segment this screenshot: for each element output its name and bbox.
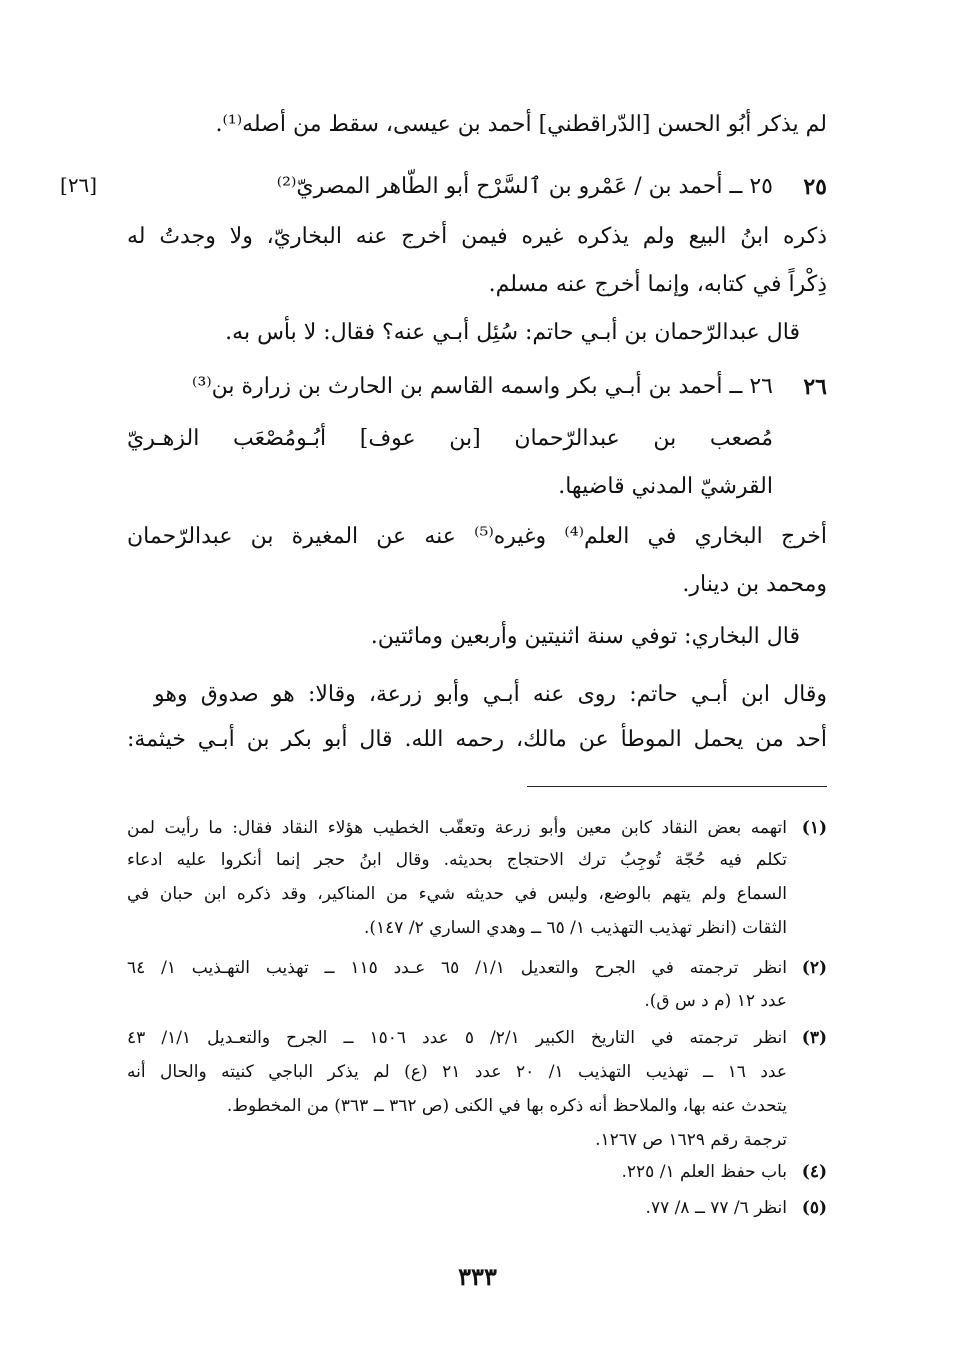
intro-line: لم يذكر أبُو الحسن [الدّراقطني] أحمد بن عيسى، سقط من أصله⁽¹⁾. <box>215 112 827 137</box>
entry-25-line: ذكره ابنُ البيع ولم يذكره غيره فيمن أخرج عنه البخاريّ، ولا وجدتُ له <box>127 224 827 249</box>
footnote-line: باب حفظ العلم ١/ ٢٢٥. <box>621 1162 787 1182</box>
footnote-line: عدد ١٢ (م د س ق). <box>644 991 787 1011</box>
entry-25-heading: ٢٥ ــ أحمد بن / عَمْرو بن ٱلسَّرْح أبو الطّاهر المصريّ⁽²⁾ <box>276 174 773 199</box>
margin-reference: [٢٦] <box>60 173 98 197</box>
entry-26-line: أحد من يحمل الموطأ عن مالك، رحمه الله. قال أبو بكر بن أبـي خيثمة: <box>127 727 827 752</box>
footnote-separator <box>527 786 827 787</box>
footnote-line: ترجمة رقم ١٦٢٩ ص ١٢٦٧. <box>595 1130 787 1150</box>
footnote-line: تكلم فيه حُجّة تُوجِبُ ترك الاحتجاج بحديثه. وقال ابنُ حجر إنما أنكروا عليه ادعاء <box>127 850 787 870</box>
entry-26-line: ومحمد بن دينار. <box>682 572 827 597</box>
entry-number-26: ٢٦ <box>803 374 827 400</box>
entry-25-line: ذِكْراً في كتابه، وإنما أخرج عنه مسلم. <box>488 272 827 297</box>
footnote-line: اتهمه بعض النقاد كابن معين وأبو زرعة وتعقّب الخطيب هؤلاء النقاد فقال: ما رأيت لمن <box>127 818 787 838</box>
entry-26-line: قال البخاري: توفي سنة اثنيتين وأربعين ومائتين. <box>370 624 800 649</box>
entry-26-heading: ٢٦ ــ أحمد بن أبـي بكر واسمه القاسم بن الحارث بن زرارة بن⁽³⁾ <box>192 374 773 399</box>
entry-26-heading-cont: مُصعب بن عبدالرّحمان [بن عوف] أبُـومُصْعَب الزهـريّ <box>127 426 773 451</box>
entry-26-line: أخرج البخاري في العلم⁽⁴⁾ وغيره⁽⁵⁾ عنه عن المغيرة بن عبدالرّحمان <box>127 524 827 549</box>
entry-26-heading-cont: القرشيّ المدني قاضيها. <box>558 474 773 499</box>
footnote-number: (٢) <box>801 958 827 978</box>
entry-26-line: وقال ابن أبـي حاتم: روى عنه أبـي وأبو زرعة، وقالا: هو صدوق وهو <box>154 682 827 707</box>
footnote-number: (٣) <box>801 1028 827 1048</box>
entry-number-25: ٢٥ <box>803 174 827 200</box>
footnote-line: السماع ولم يتهم بالوضع، وليس في حديثه شيء من المناكير، وقد ذكره ابن حبان في <box>127 884 787 904</box>
footnote-line: انظر ترجمته في الجرح والتعديل ١/١/ ٦٥ عـدد ١١٥ ــ تهذيب التهـذيب ١/ ٦٤ <box>127 958 787 978</box>
footnote-number: (٥) <box>801 1198 827 1218</box>
footnote-line: الثقات (انظر تهذيب التهذيب ١/ ٦٥ ــ وهدي الساري ٢/ ١٤٧). <box>363 918 787 938</box>
footnote-number: (١) <box>801 818 827 838</box>
entry-25-line: قال عبدالرّحمان بن أبـي حاتم: سُئِل أبـي عنه؟ فقال: لا بأس به. <box>225 320 800 345</box>
page-number: ٣٣٣ <box>458 1262 497 1291</box>
footnote-line: يتحدث عنه بها، والملاحظ أنه ذكره بها في الكنى (ص ٣٦٢ ــ ٣٦٣) من المخطوط. <box>226 1096 787 1116</box>
footnote-line: انظر ترجمته في التاريخ الكبير ٢/١/ ٥ عدد ١٥٠٦ ــ الجرح والتعـديل ١/١/ ٤٣ <box>127 1028 787 1048</box>
footnote-line: عدد ١٦ ــ تهذيب التهذيب ١/ ٢٠ عدد ٢١ (ع) لم يذكر الباجي كنيته والحال أنه <box>127 1062 787 1082</box>
footnote-number: (٤) <box>801 1162 827 1182</box>
footnote-line: انظر ٦/ ٧٧ ــ ٨/ ٧٧. <box>645 1198 787 1218</box>
